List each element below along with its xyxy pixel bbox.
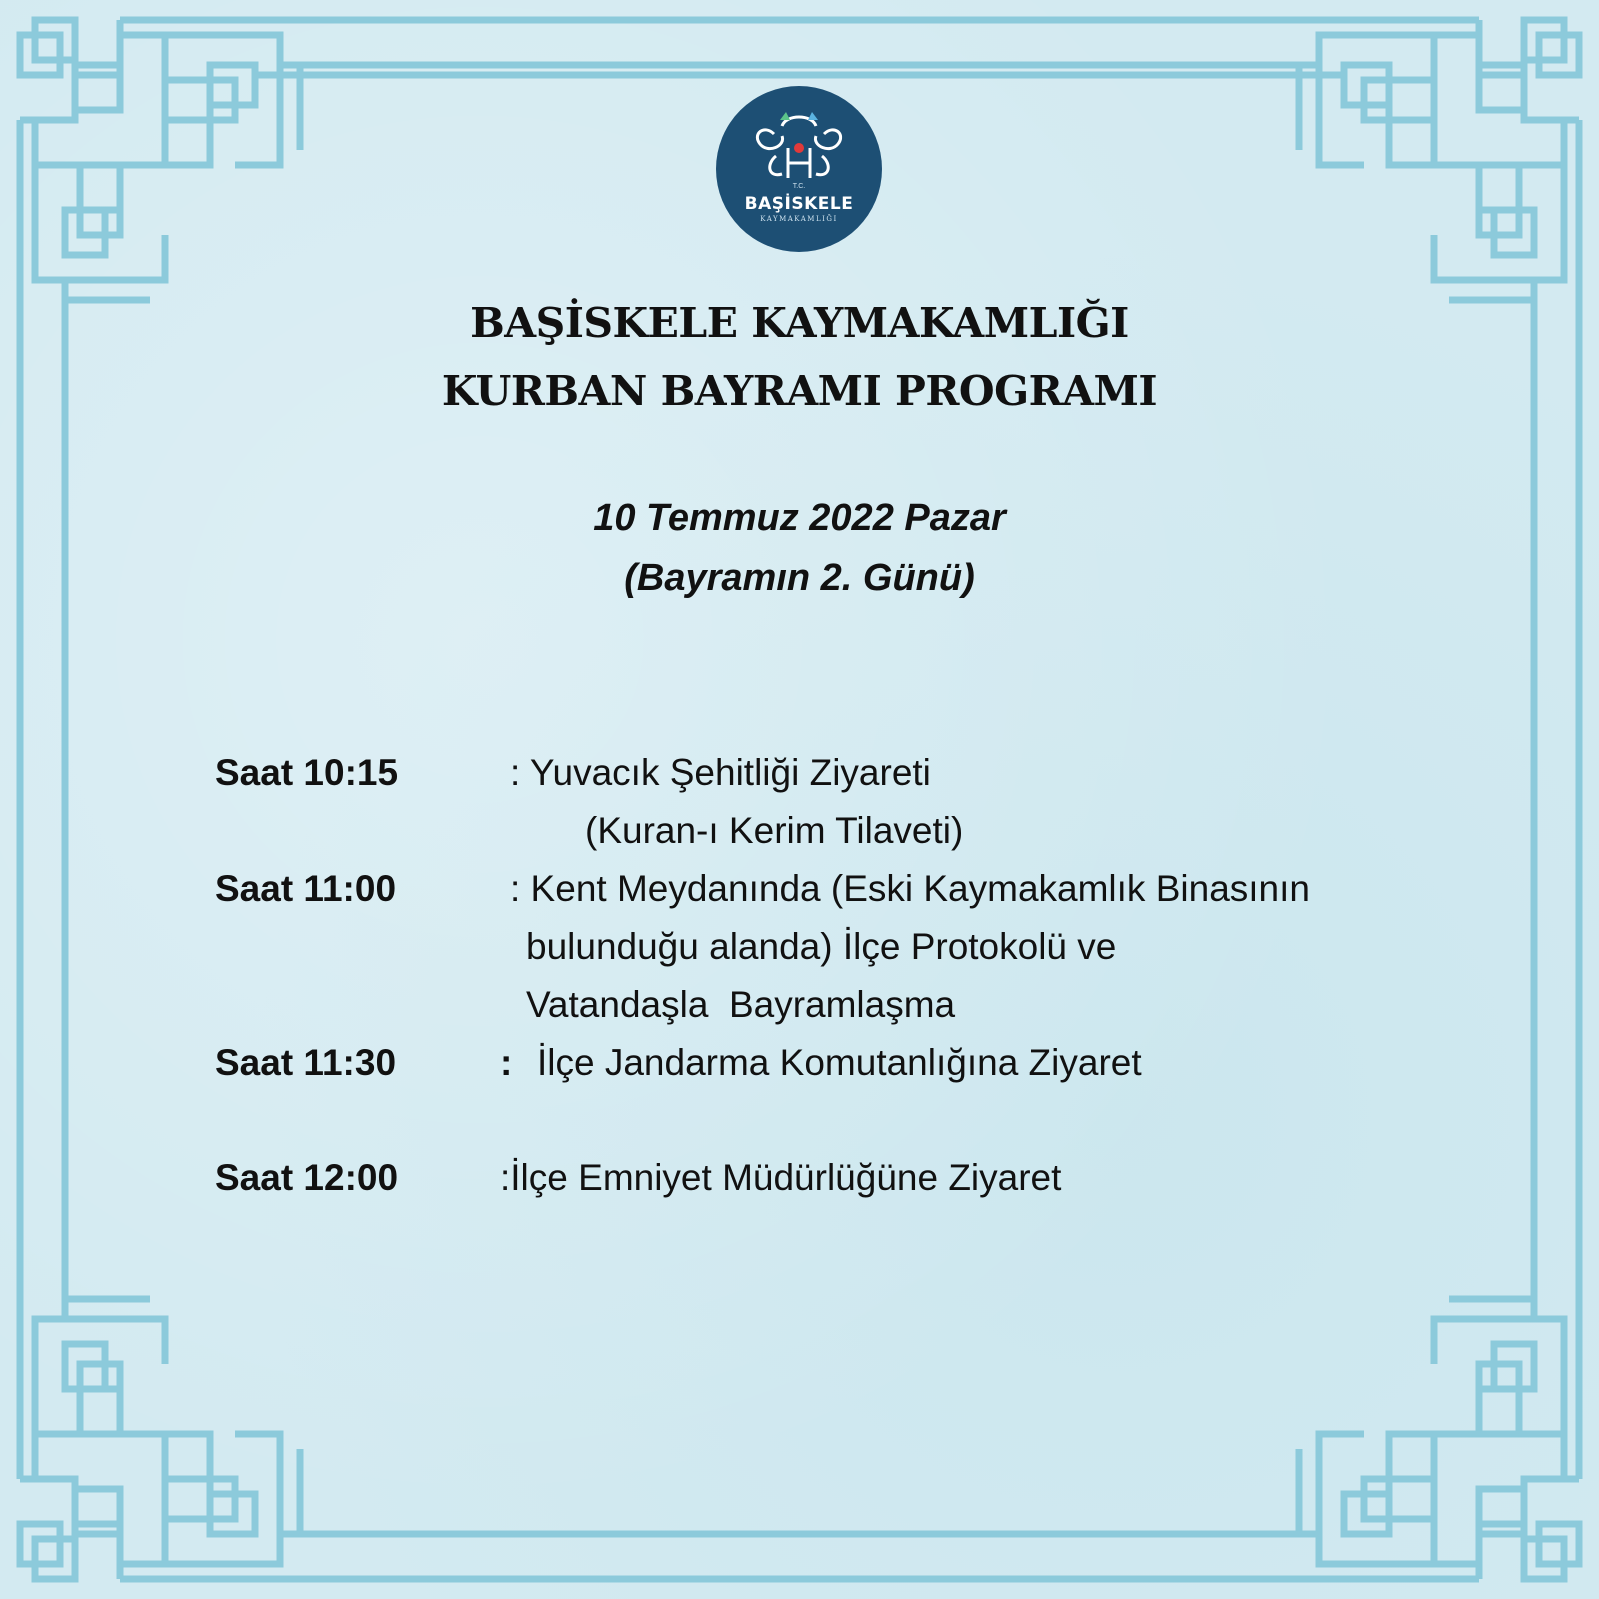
date-line: 10 Temmuz 2022 Pazar — [593, 497, 1006, 539]
schedule-text: : Kent Meydanında (Eski Kaymakamlık Binasının — [510, 868, 1310, 909]
schedule-colon: : — [500, 1042, 513, 1083]
basiskele-logo — [716, 86, 882, 252]
schedule-text: Vatandaşla Bayramlaşma — [526, 984, 956, 1025]
schedule-text: İlçe Jandarma Komutanlığına Ziyaret — [537, 1042, 1142, 1083]
logo-tc: T.C. — [792, 183, 806, 190]
schedule-time: Saat 12:00 — [215, 1157, 399, 1198]
schedule-time: Saat 10:15 — [215, 752, 399, 793]
schedule-text: bulunduğu alanda) İlçe Protokolü ve — [526, 926, 1117, 967]
heading-line-1: BAŞİSKELE KAYMAKAMLIĞI — [470, 299, 1129, 347]
schedule-text: :İlçe Emniyet Müdürlüğüne Ziyaret — [500, 1157, 1062, 1198]
logo-subtitle: KAYMAKAMLIĞI — [760, 215, 838, 223]
schedule-time: Saat 11:00 — [215, 868, 397, 909]
day-line: (Bayramın 2. Günü) — [624, 557, 975, 599]
schedule-text: : Yuvacık Şehitliği Ziyareti — [510, 752, 931, 793]
schedule-text: (Kuran-ı Kerim Tilaveti) — [585, 810, 964, 851]
logo-name: BAŞİSKELE — [744, 194, 854, 214]
schedule-time: Saat 11:30 — [215, 1042, 397, 1083]
emblem-icon — [716, 86, 882, 252]
heading-line-2: KURBAN BAYRAMI PROGRAMI — [441, 367, 1158, 415]
